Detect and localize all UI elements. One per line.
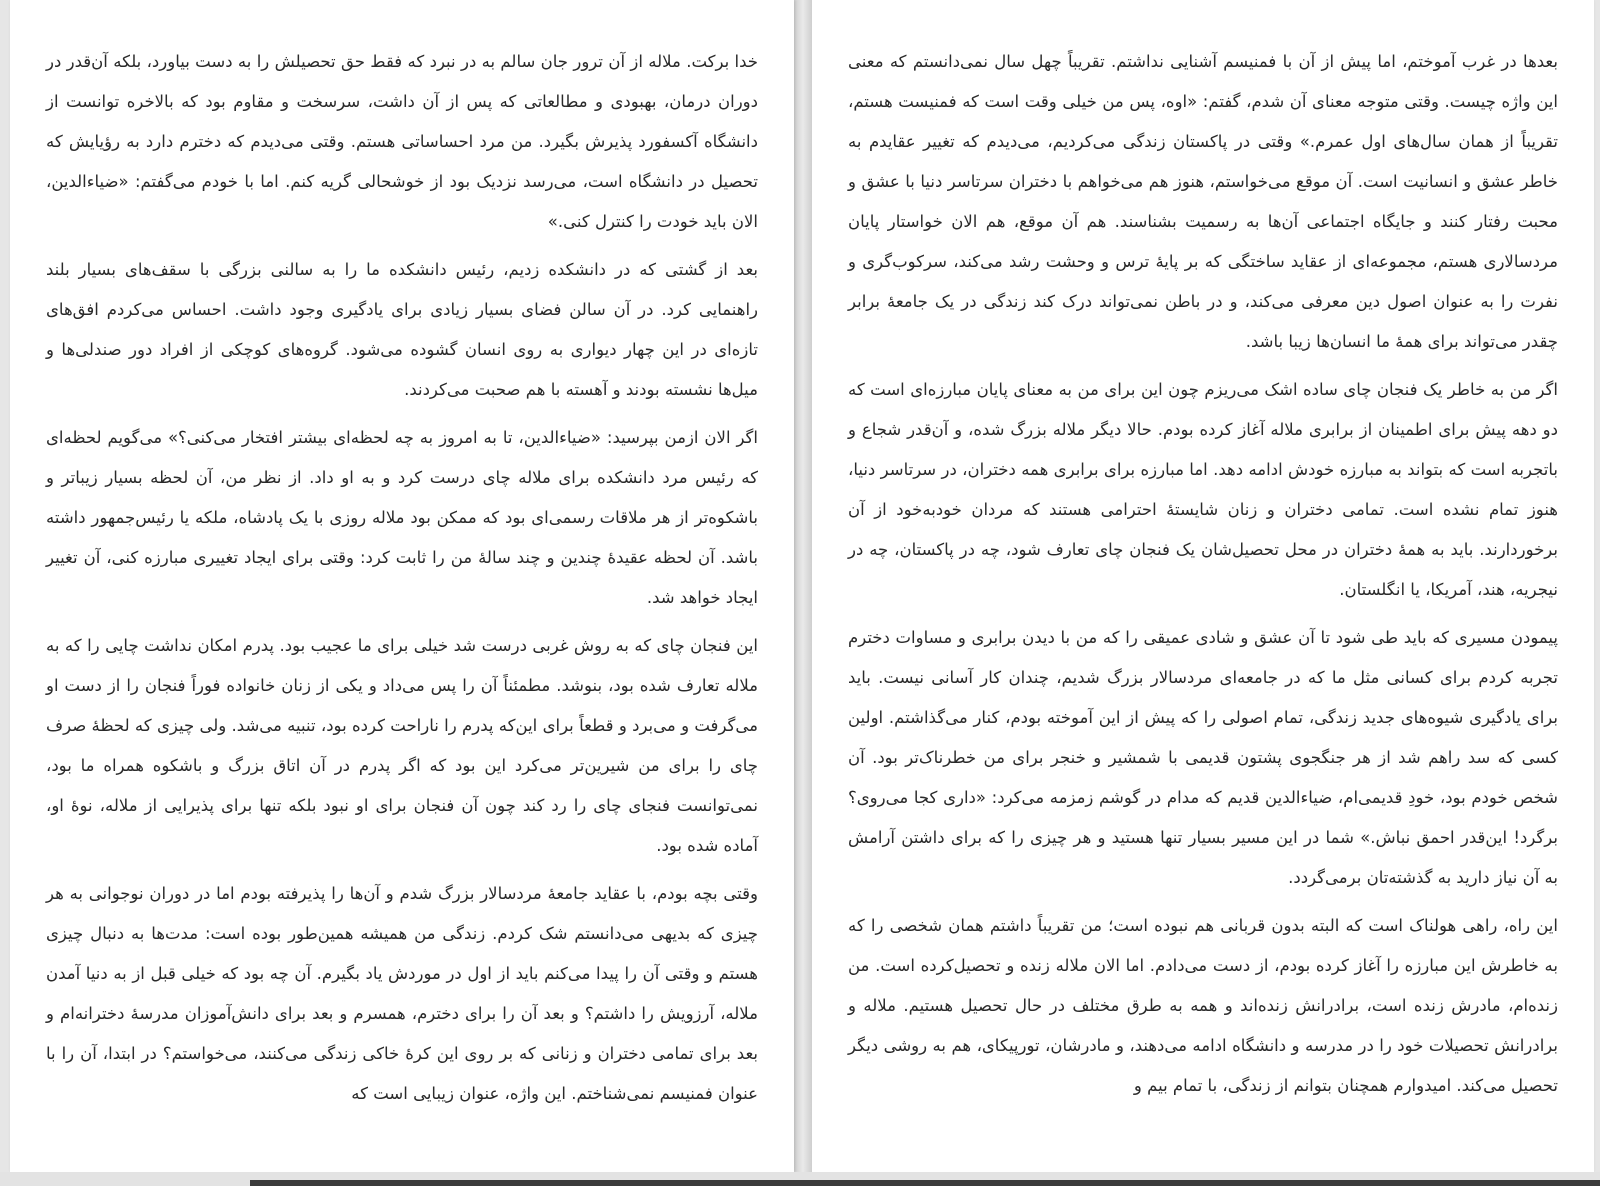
paragraph: اگر من به خاطر یک فنجان چای ساده اشک می‌ریزم چون این برای من به معنای پایان مبارزه‌ای است که دو دهه پیش برای اطمینان از برابری ملاله آغاز کرده بودم. حالا دیگر ملاله بزرگ شده، و آن‌قدر شجاع و باتجربه است که بتواند به مبارزه خودش ادامه دهد. اما مبارزه برای برابری همه دختران، در سرتاسر دنیا، هنوز تمام نشده است. تمامی دختران و زنان شایستهٔ احترامی هستند که مردان خودبه‌خود از آن برخوردارند. باید به همهٔ دختران در محل تحصیل‌شان یک فنجان چای تعارف شود، چه در پاکستان، چه در نیجریه، هند، آمریکا، یا انگلستان. — [848, 380, 1558, 599]
right-page-text — [848, 42, 1558, 1114]
paragraph: این راه، راهی هولناک است که البته بدون قربانی هم نبوده است؛ من تقریباً داشتم همان شخصی را که به خاطرش این مبارزه را آغاز کرده بودم، از دست می‌دادم. اما الان ملاله زنده و تحصیل‌کرده است. من زنده‌ام، مادرش زنده است، برادرانش زنده‌اند و همه به طرق مختلف در حال تحصیل هستیم. ملاله و برادرانش تحصیلات خود را در مدرسه و دانشگاه ادامه می‌دهند، و مادرشان، تورپیکای، هم به روشی دیگر تحصیل می‌کند. امیدوارم همچنان بتوانم از زندگی، با تمام بیم و — [848, 916, 1558, 1095]
left-page — [10, 0, 794, 1172]
paragraph: پیمودن مسیری که باید طی شود تا آن عشق و شادی عمیقی را که من با دیدن برابری و مساوات دخترم تجربه کردم برای کسانی مثل ما که در جامعه‌ای مردسالار بزرگ شدیم، چندان کار آسانی نیست. باید برای یادگیری شیوه‌های جدید زندگی، تمام اصولی را که پیش از این آموخته بودم، کنار می‌گذاشتم. اولین کسی که سد راهم شد از هر جنگجوی پشتون قدیمی با شمشیر و خنجر برای من خطرناک‌تر بود. آن شخص خودم بود، خودِ قدیمی‌ام، ضیاءالدین قدیم که مدام در گوشم زمزمه می‌کرد: «داری کجا می‌روی؟ برگرد! این‌قدر احمق نباش.» شما در این مسیر بسیار تنها هستید و هر چیزی را که برای داشتن آرامش به آن نیاز دارید به گذشته‌تان برمی‌گردد. — [848, 628, 1558, 887]
paragraph: وقتی بچه بودم، با عقاید جامعهٔ مردسالار بزرگ شدم و آن‌ها را پذیرفته بودم اما در دوران نوجوانی به هر چیزی که بدیهی می‌دانستم شک کردم. زندگی من همیشه همین‌طور بوده است: مدت‌ها به دنبال چیزی هستم و وقتی آن را پیدا می‌کنم باید از اول در موردش یاد بگیرم. آن چه بود که خیلی قبل از به دنیا آمدن ملاله، آرزویش را داشتم؟ و بعد آن را برای دخترم، همسرم و بعد برای دانش‌آموزان مدرسهٔ دخترانه‌ام و بعد برای تمامی دختران و زنانی که بر روی این کرهٔ خاکی زندگی می‌کنند، می‌خواستم؟ در ابتدا، آن را با عنوان فمنیسم نمی‌شناختم. این واژه، عنوان زیبایی است که — [46, 884, 758, 1103]
paragraph: اگر الان ازمن بپرسید: «ضیاءالدین، تا به امروز به چه لحظه‌ای بیشتر افتخار می‌کنی؟» می‌گویم لحظه‌ای که رئیس مرد دانشکده برای ملاله چای درست کرد و به او داد. از نظر من، آن لحظه بسیار زیباتر و باشکوه‌تر از هر ملاقات رسمی‌ای بود که ممکن بود ملاله روزی با یک پادشاه، ملکه یا رئیس‌جمهور داشته باشد. آن لحظه عقیدهٔ چندین و چند سالهٔ من را ثابت کرد: وقتی برای ایجاد تغییری مبارزه کنی، آن تغییر ایجاد خواهد شد. — [46, 428, 758, 607]
scroll-bar[interactable] — [250, 1180, 1600, 1186]
left-page-text — [46, 42, 758, 1122]
paragraph: بعدها در غرب آموختم، اما پیش از آن با فمنیسم آشنایی نداشتم. تقریباً چهل سال نمی‌دانستم که معنی این واژه چیست. وقتی متوجه معنای آن شدم، گفتم: «اوه، پس من خیلی وقت است که فمنیست هستم، تقریباً از همان سال‌های اول عمرم.» وقتی در پاکستان زندگی می‌کردیم، می‌دیدم که تغییر عقایدم به خاطر عشق و انسانیت است. آن موقع می‌خواستم، هنوز هم می‌خواهم با دختران سرتاسر دنیا با عشق و محبت رفتار کنند و جایگاه اجتماعی آن‌ها به رسمیت بشناسند. هم آن موقع، هم الان خواستار پایان مردسالاری هستم، مجموعه‌ای از عقاید ساختگی که بر پایهٔ ترس و وحشت رشد می‌کند، سرکوب‌گری و نفرت را به عنوان اصول دین معرفی می‌کند، و در باطن نمی‌تواند درک کند زندگی در یک جامعهٔ برابر چقدر می‌تواند برای همهٔ ما انسان‌ها زیبا باشد. — [848, 52, 1558, 351]
page-gutter — [794, 0, 812, 1172]
paragraph: بعد از گشتی که در دانشکده زدیم، رئیس دانشکده ما را به سالنی بزرگی با سقف‌های بسیار بلند راهنمایی کرد. در آن سالن فضای بسیار زیادی برای یادگیری وجود داشت. احساس می‌کردم افق‌های تازه‌ای در این چهار دیواری به روی انسان گشوده می‌شود. گروه‌های کوچکی از افراد دور صندلی‌ها و میل‌ها نشسته بودند و آهسته با هم صحبت می‌کردند. — [46, 260, 758, 399]
right-page — [812, 0, 1594, 1172]
paragraph: خدا برکت. ملاله از آن ترور جان سالم به در نبرد که فقط حق تحصیلش را به دست بیاورد، بلکه آن‌قدر در دوران درمان، بهبودی و مطالعاتی که پس از آن داشت، سرسخت و مقاوم بود که بالاخره توانست از دانشگاه آکسفورد پذیرش بگیرد. من مرد احساساتی هستم. وقتی می‌دیدم که دخترم دارد به رؤیایش که تحصیل در دانشگاه است، می‌رسد نزدیک بود از خوشحالی گریه کنم. اما با خودم می‌گفتم: «ضیاءالدین، الان باید خودت را کنترل کنی.» — [46, 52, 758, 231]
paragraph: این فنجان چای که به روش غربی درست شد خیلی برای ما عجیب بود. پدرم امکان نداشت چایی را که به ملاله تعارف شده بود، بنوشد. مطمئناً آن را پس می‌داد و یکی از زنان خانواده فوراً فنجان را از دست او می‌گرفت و می‌برد و قطعاً برای این‌که پدرم را ناراحت کرده بود، تنبیه می‌شد. ولی چیزی که لحظهٔ صرف چای را برای من شیرین‌تر می‌کرد این بود که اگر پدرم در آن اتاق بزرگ و باشکوه همراه ما بود، نمی‌توانست فنجای چای را رد کند چون آن فنجان برای او نبود بلکه تنها برای پذیرایی از ملاله، نوهٔ او، آماده شده بود. — [46, 636, 758, 855]
